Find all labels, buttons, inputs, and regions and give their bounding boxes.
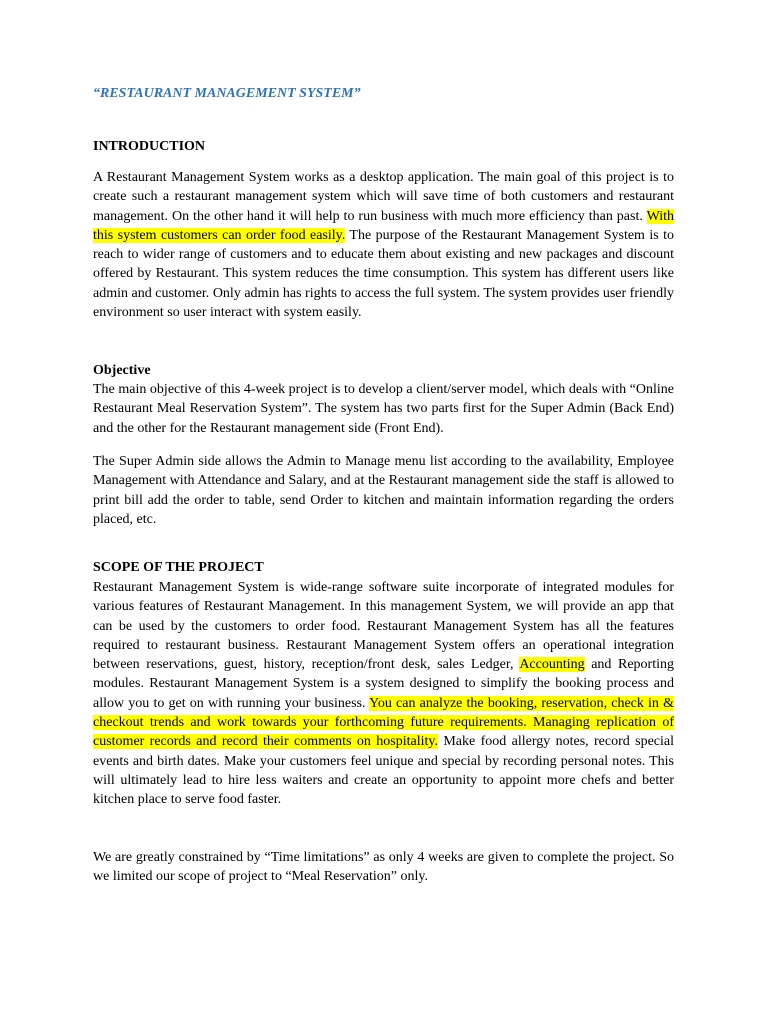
introduction-paragraph <box>93 168 674 322</box>
introduction-text-2: The purpose of the Restaurant Management System is to reach to wider range of customers and to educate them about existing and new packages and discount offered by Restaurant. This system reduces the time consumption. This system has different users like admin and customer. Only admin has rights to access the full system. The system provides user friendly environment so user interact with system easily. <box>93 227 674 321</box>
introduction-heading: INTRODUCTION <box>93 139 206 154</box>
scope-text-2: and Reporting modules. Restaurant Management System is a system designed to simplify the booking process and allow you to get on with running your business. <box>93 657 675 711</box>
scope-text-1: Restaurant Management System is wide-range software suite incorporate of integrated modules for various features of Restaurant Management. In this management System, we will provide an app that can be used by the customers to order food. Restaurant Management System has all the features required to restaurant business. Restaurant Management System offers an operational integration between reservations, guest, history, reception/front desk, sales Ledger, <box>93 580 674 673</box>
introduction-text-1: A Restaurant Management System works as a desktop application. The main goal of this project is to create such a restaurant management system which will save time of both customers and restaurant management. On the other hand it will help to run business with much more efficiency than past. <box>93 170 674 224</box>
document-title: “RESTAURANT MANAGEMENT SYSTEM” <box>93 86 361 101</box>
scope-heading: SCOPE OF THE PROJECT <box>93 560 264 575</box>
scope-highlight-accounting: Accounting <box>519 657 585 673</box>
objective-paragraph-1: The main objective of this 4-week project is to develop a client/server model, which deals with “Online Restaurant Meal Reservation System”. The system has two parts first for the Super Admin (Back End) and the other for the Restaurant management side (Front End). <box>93 382 674 436</box>
objective-heading: Objective <box>93 363 151 378</box>
scope-paragraph <box>93 578 674 810</box>
scope-highlight-analysis: You can analyze the booking, reservation, check in & checkout trends and work towards your forthcoming future requirements. Managing replication of customer records and record their comments on hospitality. <box>93 695 674 750</box>
introduction-highlight: With this system customers can order food easily. <box>93 208 674 243</box>
objective-paragraph-2: The Super Admin side allows the Admin to Manage menu list according to the availability, Employee Management with Attendance and Salary, and at the Restaurant management side the staff is allowed to print bill add the order to table, send Order to kitchen and maintain information regarding the orders placed, etc. <box>93 454 674 527</box>
scope-text-3: Make food allergy notes, record special events and birth dates. Make your customers feel unique and special by recording personal notes. This will ultimately lead to hire less waiters and create an opportunity to appoint more chefs and better kitchen place to serve food faster. <box>93 734 675 808</box>
scope-constraint-paragraph: We are greatly constrained by “Time limitations” as only 4 weeks are given to complete the project. So we limited our scope of project to “Meal Reservation” only. <box>93 850 674 885</box>
